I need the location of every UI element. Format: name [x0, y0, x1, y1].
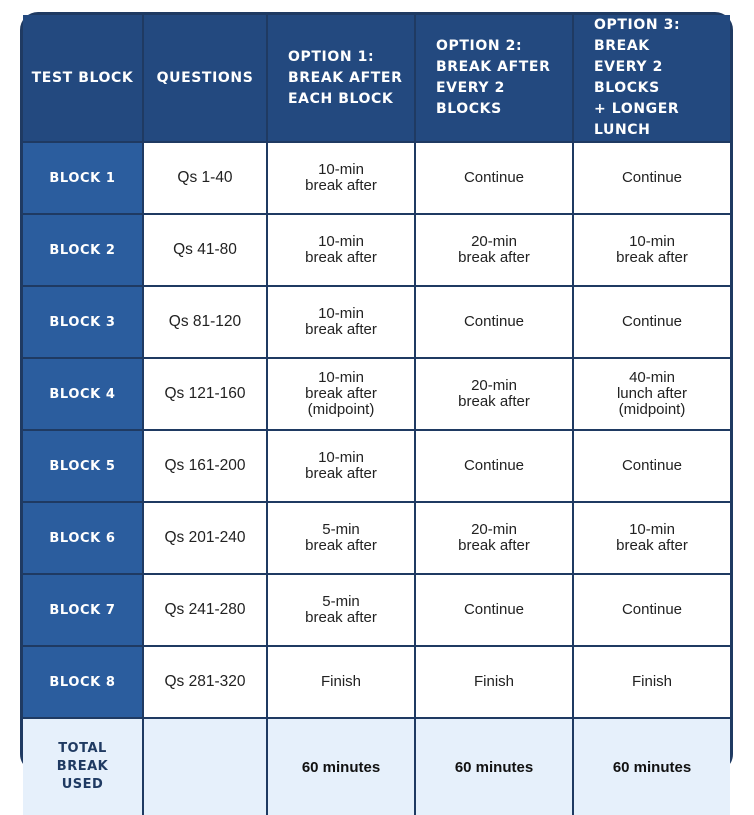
cell-line: Finish [473, 673, 514, 690]
option-3-cell [573, 286, 730, 358]
questions-cell: Qs 241-280 [143, 574, 267, 646]
header-questions [143, 15, 267, 142]
cell-line: OPTION 1: [288, 48, 375, 65]
cell-line: Continue [463, 169, 525, 186]
cell-line: Continue [463, 457, 525, 474]
cell-line: Continue [621, 169, 683, 186]
option-2-cell [415, 358, 573, 430]
cell-line: 5-min [322, 521, 360, 538]
cell-line: BREAK [56, 759, 109, 774]
cell-line: break after [458, 537, 530, 554]
option-3-cell [573, 214, 730, 286]
block-label: BLOCK 4 [23, 358, 143, 430]
cell-line: break after [616, 537, 688, 554]
option-3-cell [573, 358, 730, 430]
cell-line: break after [305, 385, 377, 402]
cell-line: break after [458, 393, 530, 410]
option-1-cell [267, 574, 415, 646]
total-option-3: 60 minutes [573, 718, 730, 815]
cell-line: EVERY 2 BLOCKS [594, 59, 663, 96]
cell-line: Continue [463, 313, 525, 330]
total-row [23, 718, 730, 815]
option-2-cell [415, 646, 573, 718]
table-row [23, 142, 730, 214]
option-2-cell [415, 574, 573, 646]
cell-line: 10-min [318, 369, 364, 386]
break-schedule-table-container [20, 12, 733, 792]
option-3-cell [573, 502, 730, 574]
questions-cell: Qs 201-240 [143, 502, 267, 574]
block-label: BLOCK 2 [23, 214, 143, 286]
cell-line: Finish [631, 673, 672, 690]
cell-line: 5-min [322, 593, 360, 610]
table-row [23, 646, 730, 718]
option-2-cell [415, 430, 573, 502]
cell-line: 10-min [318, 305, 364, 322]
cell-line: BREAK AFTER [436, 59, 551, 75]
option-1-cell [267, 646, 415, 718]
cell-line: break after [305, 321, 377, 338]
option-3-cell [573, 646, 730, 718]
cell-line: break after [305, 537, 377, 554]
table-row [23, 286, 730, 358]
option-1-cell [267, 286, 415, 358]
table-row [23, 502, 730, 574]
cell-line: break after [458, 249, 530, 266]
cell-line: break after [305, 609, 377, 626]
header-option-2 [415, 15, 573, 142]
cell-line: break after [305, 249, 377, 266]
total-questions-cell [143, 718, 267, 815]
cell-line: USED [61, 777, 104, 792]
block-label: BLOCK 6 [23, 502, 143, 574]
total-option-2: 60 minutes [415, 718, 573, 815]
option-2-cell [415, 502, 573, 574]
questions-cell: Qs 161-200 [143, 430, 267, 502]
cell-line: + LONGER LUNCH [594, 101, 680, 138]
cell-line: break after [305, 177, 377, 194]
option-2-cell [415, 286, 573, 358]
cell-line: lunch after [616, 385, 688, 402]
cell-line: EVERY 2 BLOCKS [436, 80, 505, 117]
questions-cell: Qs 281-320 [143, 646, 267, 718]
option-2-cell [415, 214, 573, 286]
cell-line: EACH BLOCK [288, 90, 394, 107]
cell-line: Continue [621, 313, 683, 330]
block-label: BLOCK 3 [23, 286, 143, 358]
option-1-cell [267, 214, 415, 286]
table-row [23, 358, 730, 430]
cell-line: OPTION 3: BREAK [594, 17, 681, 54]
questions-cell: Qs 41-80 [143, 214, 267, 286]
cell-line: 10-min [318, 161, 364, 178]
cell-line: (midpoint) [307, 401, 375, 418]
cell-line: 10-min [629, 521, 675, 538]
cell-line: BREAK AFTER [288, 69, 403, 86]
questions-cell: Qs 121-160 [143, 358, 267, 430]
option-2-cell [415, 142, 573, 214]
block-label: BLOCK 1 [23, 142, 143, 214]
cell-line: Finish [320, 673, 361, 690]
table-row [23, 574, 730, 646]
total-break-label [23, 718, 143, 815]
cell-line: 10-min [318, 233, 364, 250]
cell-line: Continue [621, 457, 683, 474]
table-body [23, 142, 730, 815]
block-label: BLOCK 8 [23, 646, 143, 718]
cell-line: 20-min [471, 521, 517, 538]
option-1-cell [267, 502, 415, 574]
block-label: BLOCK 7 [23, 574, 143, 646]
option-1-cell [267, 430, 415, 502]
cell-line: 10-min [318, 449, 364, 466]
total-option-1: 60 minutes [267, 718, 415, 815]
cell-line: TEST BLOCK [31, 69, 134, 86]
header-option-3 [573, 15, 730, 142]
cell-line: (midpoint) [618, 401, 686, 418]
header-row [23, 15, 730, 142]
header-option-1 [267, 15, 415, 142]
questions-cell: Qs 1-40 [143, 142, 267, 214]
table-row [23, 430, 730, 502]
cell-line: 20-min [471, 233, 517, 250]
cell-line: break after [616, 249, 688, 266]
option-3-cell [573, 574, 730, 646]
option-3-cell [573, 142, 730, 214]
cell-line: OPTION 2: [436, 38, 523, 54]
cell-line: 40-min [629, 369, 675, 386]
break-schedule-table [23, 15, 730, 815]
cell-line: TOTAL [58, 741, 107, 756]
block-label: BLOCK 5 [23, 430, 143, 502]
cell-line: QUESTIONS [156, 69, 254, 86]
cell-line: Continue [621, 601, 683, 618]
header-test-block [23, 15, 143, 142]
cell-line: Continue [463, 601, 525, 618]
cell-line: 20-min [471, 377, 517, 394]
cell-line: break after [305, 465, 377, 482]
option-1-cell [267, 358, 415, 430]
questions-cell: Qs 81-120 [143, 286, 267, 358]
table-row [23, 214, 730, 286]
option-3-cell [573, 430, 730, 502]
option-1-cell [267, 142, 415, 214]
cell-line: 10-min [629, 233, 675, 250]
